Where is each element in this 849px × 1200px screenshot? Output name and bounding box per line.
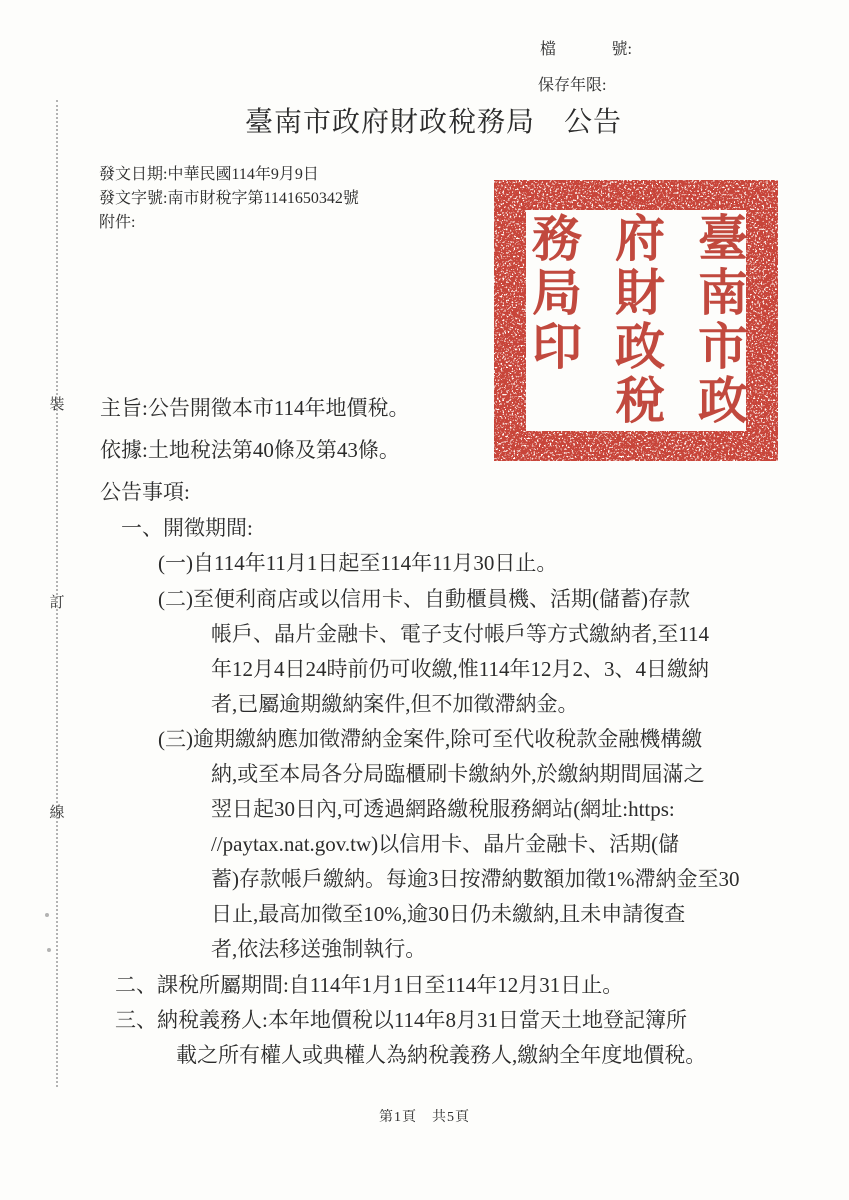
page-number: 第1頁 共5頁 (379, 1110, 470, 1125)
file-number-label-char: 檔 (540, 41, 557, 58)
item-1-1: (一)自114年11月1日起至114年11月30日止。 (158, 551, 558, 575)
items-heading: 公告事項: (100, 480, 190, 504)
scan-speck (45, 913, 49, 917)
binding-dotted-line (56, 100, 58, 1087)
file-number-row (540, 42, 632, 58)
binding-mark-ding: 訂 (49, 595, 65, 611)
attachment-label: 附件: (99, 214, 136, 231)
item-1-3-line5: 蓄)存款帳戶繳納。每逾3日按滯納數額加徵1%滯納金至30 (211, 867, 740, 891)
page-title: 臺南市政府財政稅務局 公告 (245, 107, 623, 138)
dispatch-number: 發文字號:南市財稅字第1141650342號 (99, 190, 359, 207)
seal-column: 臺南市政 (691, 212, 747, 428)
item-3-line2: 載之所有權人或典權人為納稅義務人,繳納全年度地價稅。 (176, 1043, 707, 1067)
item-2: 二、課稅所屬期間:自114年1月1日至114年12月31日止。 (115, 973, 624, 997)
scan-speck (47, 948, 51, 952)
item-1-3-line4: //paytax.nat.gov.tw)以信用卡、晶片金融卡、活期(儲 (211, 832, 680, 856)
item-1-2-line2: 帳戶、晶片金融卡、電子支付帳戶等方式繳納者,至114 (211, 622, 709, 646)
seal-column: 府財政稅 (608, 212, 664, 428)
item-1-3-line2: 納,或至本局各分局臨櫃刷卡繳納外,於繳納期間屆滿之 (211, 762, 705, 786)
item-1-3-line6: 日止,最高加徵至10%,逾30日仍未繳納,且未申請復查 (211, 902, 686, 926)
basis-line: 依據:土地稅法第40條及第43條。 (100, 438, 400, 462)
seal-script-text (525, 212, 747, 430)
item-3-line1: 三、納稅義務人:本年地價稅以114年8月31日當天土地登記簿所 (115, 1008, 688, 1032)
item-1-2-line3: 年12月4日24時前仍可收繳,惟114年12月2、3、4日繳納 (211, 657, 709, 681)
binding-mark-xian: 線 (49, 805, 65, 821)
dispatch-date: 發文日期:中華民國114年9月9日 (99, 166, 319, 183)
retention-period-label: 保存年限: (538, 77, 607, 94)
item-1-2-line4: 者,已屬逾期繳納案件,但不加徵滯納金。 (211, 692, 579, 716)
item-1-3-line1: (三)逾期繳納應加徵滯納金案件,除可至代收稅款金融機構繳 (158, 727, 703, 751)
seal-column: 務局印 (525, 212, 581, 374)
item-1-heading: 一、開徵期間: (121, 516, 253, 540)
item-1-3-line3: 翌日起30日內,可透過網路繳稅服務網站(網址:https: (211, 797, 675, 821)
file-number-label-rest: 號: (611, 41, 632, 58)
binding-mark-zhuang: 裝 (49, 397, 65, 413)
item-1-3-line7: 者,依法移送強制執行。 (211, 937, 427, 961)
subject-line: 主旨:公告開徵本市114年地價稅。 (100, 396, 410, 420)
official-seal (492, 178, 780, 463)
item-1-2-line1: (二)至便利商店或以信用卡、自動櫃員機、活期(儲蓄)存款 (158, 587, 690, 611)
